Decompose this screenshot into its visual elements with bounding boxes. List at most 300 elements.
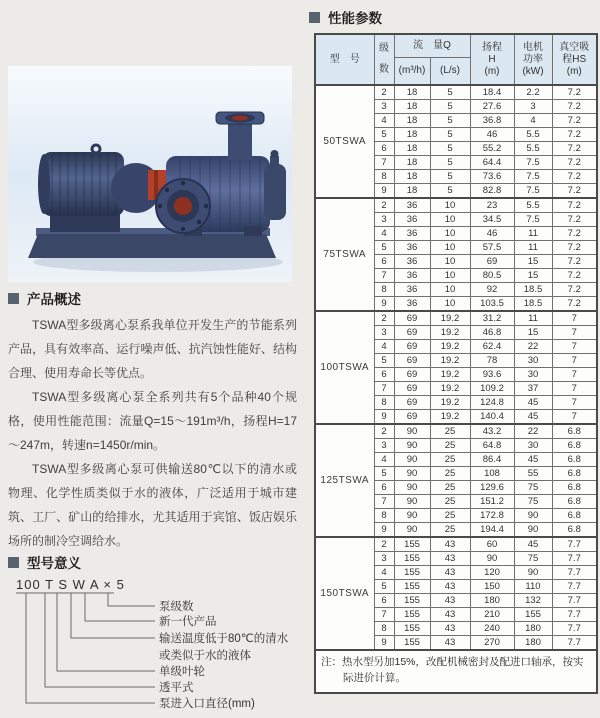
value-cell: 73.6 xyxy=(470,170,514,184)
value-cell: 3 xyxy=(374,100,394,114)
value-cell: 31.2 xyxy=(470,311,514,326)
value-cell: 92 xyxy=(470,283,514,297)
value-cell: 90 xyxy=(394,439,430,453)
value-cell: 90 xyxy=(394,467,430,481)
connector-generation xyxy=(85,593,155,621)
col-head-flow-m3h: (m³/h) xyxy=(394,58,430,86)
value-cell: 5 xyxy=(430,128,470,142)
col-head-model: 型 号 xyxy=(315,34,374,85)
value-cell: 7.2 xyxy=(552,297,597,312)
value-cell: 5 xyxy=(374,128,394,142)
value-cell: 7.2 xyxy=(552,128,597,142)
value-cell: 25 xyxy=(430,509,470,523)
value-cell: 5 xyxy=(430,114,470,128)
overview-paragraph-3: TSWA型多级离心泵可供输送80℃以下的清水或物理、化学性质类似于水的液体，广泛适用于城市建筑、工厂、矿山的给排水，尤其适用于宾馆、饭店娱乐场所的制冷空调给水。 xyxy=(8,462,297,548)
col-head-power-l3: (kW) xyxy=(522,65,544,77)
value-cell: 18 xyxy=(394,156,430,170)
table-row xyxy=(315,198,597,213)
value-cell: 155 xyxy=(394,552,430,566)
value-cell: 69 xyxy=(394,410,430,425)
value-cell: 6.8 xyxy=(552,509,597,523)
value-cell: 7.2 xyxy=(552,241,597,255)
value-cell: 6.8 xyxy=(552,467,597,481)
value-cell: 43.2 xyxy=(470,424,514,439)
overview-heading-label: 产品概述 xyxy=(27,292,81,307)
value-cell: 7.2 xyxy=(552,100,597,114)
value-cell: 18 xyxy=(394,142,430,156)
value-cell: 6 xyxy=(374,142,394,156)
value-cell: 18.5 xyxy=(514,283,552,297)
value-cell: 7.7 xyxy=(552,622,597,636)
label-turbine: 透平式 xyxy=(159,682,194,694)
value-cell: 19.2 xyxy=(430,326,470,340)
value-cell: 18 xyxy=(394,128,430,142)
label-impeller: 单级叶轮 xyxy=(159,666,205,678)
value-cell: 64.4 xyxy=(470,156,514,170)
value-cell: 8 xyxy=(374,622,394,636)
value-cell: 45 xyxy=(514,396,552,410)
value-cell: 155 xyxy=(394,594,430,608)
value-cell: 124.8 xyxy=(470,396,514,410)
value-cell: 45 xyxy=(514,453,552,467)
value-cell: 10 xyxy=(430,297,470,312)
value-cell: 6.8 xyxy=(552,439,597,453)
table-row xyxy=(315,85,597,100)
value-cell: 7.7 xyxy=(552,636,597,651)
value-cell: 4 xyxy=(374,340,394,354)
value-cell: 43 xyxy=(430,594,470,608)
connector-stages xyxy=(108,593,155,606)
value-cell: 4 xyxy=(374,566,394,580)
value-cell: 69 xyxy=(470,255,514,269)
model-code-diagram xyxy=(8,576,300,718)
value-cell: 78 xyxy=(470,354,514,368)
value-cell: 69 xyxy=(394,368,430,382)
value-cell: 36.8 xyxy=(470,114,514,128)
value-cell: 10 xyxy=(430,255,470,269)
label-medium-line1: 输送温度低于80℃的清水 xyxy=(159,633,289,645)
value-cell: 93.6 xyxy=(470,368,514,382)
model-cell: 100TSWA xyxy=(315,311,374,424)
value-cell: 5 xyxy=(430,156,470,170)
value-cell: 7 xyxy=(374,382,394,396)
value-cell: 7 xyxy=(552,354,597,368)
value-cell: 36 xyxy=(394,255,430,269)
value-cell: 7 xyxy=(552,382,597,396)
col-head-power xyxy=(514,34,552,85)
value-cell: 270 xyxy=(470,636,514,651)
value-cell: 7.7 xyxy=(552,537,597,552)
value-cell: 7 xyxy=(374,269,394,283)
value-cell: 5 xyxy=(430,85,470,100)
connector-turbine xyxy=(45,593,155,687)
square-bullet-icon xyxy=(8,293,19,304)
value-cell: 30 xyxy=(514,368,552,382)
value-cell: 11 xyxy=(514,241,552,255)
value-cell: 45 xyxy=(514,410,552,425)
pump-inlet-flange xyxy=(156,179,210,233)
value-cell: 155 xyxy=(514,608,552,622)
value-cell: 5.5 xyxy=(514,128,552,142)
value-cell: 8 xyxy=(374,509,394,523)
value-cell: 7.2 xyxy=(552,283,597,297)
value-cell: 30 xyxy=(514,354,552,368)
value-cell: 7.7 xyxy=(552,608,597,622)
section-model-meaning xyxy=(8,552,300,718)
value-cell: 9 xyxy=(374,297,394,312)
square-bullet-icon xyxy=(309,12,320,23)
table-row xyxy=(315,311,597,326)
value-cell: 9 xyxy=(374,523,394,538)
value-cell: 4 xyxy=(374,453,394,467)
value-cell: 19.2 xyxy=(430,410,470,425)
value-cell: 15 xyxy=(514,269,552,283)
value-cell: 75 xyxy=(514,481,552,495)
value-cell: 69 xyxy=(394,354,430,368)
value-cell: 11 xyxy=(514,227,552,241)
value-cell: 172.8 xyxy=(470,509,514,523)
value-cell: 4 xyxy=(374,114,394,128)
value-cell: 155 xyxy=(394,608,430,622)
value-cell: 86.4 xyxy=(470,453,514,467)
value-cell: 120 xyxy=(470,566,514,580)
value-cell: 6 xyxy=(374,481,394,495)
value-cell: 3 xyxy=(374,439,394,453)
value-cell: 180 xyxy=(470,594,514,608)
value-cell: 6 xyxy=(374,368,394,382)
value-cell: 43 xyxy=(430,608,470,622)
value-cell: 5.5 xyxy=(514,198,552,213)
value-cell: 7 xyxy=(374,156,394,170)
value-cell: 36 xyxy=(394,241,430,255)
col-head-power-l2: 功率 xyxy=(523,53,543,65)
value-cell: 19.2 xyxy=(430,340,470,354)
value-cell: 90 xyxy=(394,523,430,538)
value-cell: 7.7 xyxy=(552,566,597,580)
overview-paragraph-2: TSWA型多级离心泵全系列共有5个品种40个规格，使用性能范围：流量Q=15～191m³/h，扬程H=17～247m，转速n=1450r/min。 xyxy=(8,390,297,452)
value-cell: 36 xyxy=(394,269,430,283)
value-cell: 45 xyxy=(514,537,552,552)
value-cell: 25 xyxy=(430,467,470,481)
value-cell: 18.4 xyxy=(470,85,514,100)
value-cell: 69 xyxy=(394,311,430,326)
value-cell: 90 xyxy=(514,566,552,580)
value-cell: 155 xyxy=(394,636,430,651)
value-cell: 132 xyxy=(514,594,552,608)
value-cell: 30 xyxy=(514,439,552,453)
col-head-flow-ls: (L/s) xyxy=(430,58,470,86)
performance-heading-label: 性能参数 xyxy=(328,11,382,26)
value-cell: 2 xyxy=(374,198,394,213)
value-cell: 9 xyxy=(374,184,394,199)
col-head-head-l1: 扬程 xyxy=(482,41,502,53)
model-code: 100 T S W A × 5 xyxy=(16,577,125,592)
value-cell: 140.4 xyxy=(470,410,514,425)
value-cell: 7.5 xyxy=(514,156,552,170)
value-cell: 8 xyxy=(374,170,394,184)
value-cell: 43 xyxy=(430,537,470,552)
value-cell: 90 xyxy=(514,523,552,538)
value-cell: 7.2 xyxy=(552,114,597,128)
value-cell: 90 xyxy=(514,509,552,523)
value-cell: 43 xyxy=(430,552,470,566)
value-cell: 69 xyxy=(394,382,430,396)
product-photo xyxy=(8,66,292,282)
value-cell: 25 xyxy=(430,481,470,495)
value-cell: 2.2 xyxy=(514,85,552,100)
value-cell: 194.4 xyxy=(470,523,514,538)
note-row xyxy=(315,650,597,693)
value-cell: 7.2 xyxy=(552,227,597,241)
value-cell: 25 xyxy=(430,523,470,538)
performance-table-body xyxy=(315,85,597,650)
label-inlet: 泵进入口直径(mm) xyxy=(159,698,255,710)
value-cell: 7 xyxy=(552,368,597,382)
value-cell: 3 xyxy=(374,552,394,566)
label-medium-line2: 或类似于水的液体 xyxy=(159,650,251,662)
value-cell: 64.8 xyxy=(470,439,514,453)
note-cell xyxy=(315,650,597,693)
value-cell: 7.7 xyxy=(552,594,597,608)
value-cell: 7.2 xyxy=(552,213,597,227)
value-cell: 5.5 xyxy=(514,142,552,156)
table-row xyxy=(315,537,597,552)
value-cell: 36 xyxy=(394,297,430,312)
overview-heading xyxy=(8,288,297,308)
value-cell: 15 xyxy=(514,255,552,269)
value-cell: 7.2 xyxy=(552,142,597,156)
performance-heading xyxy=(309,7,382,27)
value-cell: 150 xyxy=(470,580,514,594)
col-head-suction xyxy=(552,34,597,85)
value-cell: 22 xyxy=(514,424,552,439)
value-cell: 6.8 xyxy=(552,424,597,439)
value-cell: 55.2 xyxy=(470,142,514,156)
value-cell: 6 xyxy=(374,255,394,269)
value-cell: 55 xyxy=(514,467,552,481)
col-head-suction-l2: 程HS xyxy=(562,53,587,65)
value-cell: 10 xyxy=(430,227,470,241)
value-cell: 103.5 xyxy=(470,297,514,312)
value-cell: 180 xyxy=(514,622,552,636)
value-cell: 110 xyxy=(514,580,552,594)
value-cell: 18 xyxy=(394,85,430,100)
value-cell: 46.8 xyxy=(470,326,514,340)
overview-paragraph-1: TSWA型多级离心泵系我单位开发生产的节能系列产品，具有效率高、运行噪声低、抗汽蚀性能好、结构合理、使用寿命长等优点。 xyxy=(8,318,297,380)
value-cell: 10 xyxy=(430,283,470,297)
value-cell: 15 xyxy=(514,326,552,340)
value-cell: 7.5 xyxy=(514,184,552,199)
value-cell: 90 xyxy=(394,495,430,509)
value-cell: 82.8 xyxy=(470,184,514,199)
value-cell: 25 xyxy=(430,439,470,453)
value-cell: 155 xyxy=(394,566,430,580)
value-cell: 155 xyxy=(394,537,430,552)
value-cell: 43 xyxy=(430,566,470,580)
col-head-stages-bottom: 数 xyxy=(379,63,389,75)
value-cell: 7.5 xyxy=(514,170,552,184)
value-cell: 151.2 xyxy=(470,495,514,509)
value-cell: 90 xyxy=(394,509,430,523)
pump-baseplate xyxy=(28,228,276,258)
col-head-suction-l1: 真空吸 xyxy=(559,41,590,53)
value-cell: 18 xyxy=(394,100,430,114)
value-cell: 46 xyxy=(470,227,514,241)
value-cell: 7.2 xyxy=(552,156,597,170)
table-note: 注：热水型另加15%，改配机械密封及配进口轴承，按实际进价计算。 xyxy=(321,656,584,684)
value-cell: 109.2 xyxy=(470,382,514,396)
square-bullet-icon xyxy=(8,557,19,568)
value-cell: 46 xyxy=(470,128,514,142)
value-cell: 7 xyxy=(374,608,394,622)
pump-illustration xyxy=(8,66,292,282)
value-cell: 11 xyxy=(514,311,552,326)
value-cell: 5 xyxy=(430,170,470,184)
value-cell: 7.2 xyxy=(552,198,597,213)
value-cell: 75 xyxy=(514,495,552,509)
value-cell: 43 xyxy=(430,580,470,594)
value-cell: 5 xyxy=(374,241,394,255)
value-cell: 7.2 xyxy=(552,184,597,199)
col-head-stages xyxy=(374,34,394,85)
value-cell: 19.2 xyxy=(430,368,470,382)
value-cell: 19.2 xyxy=(430,311,470,326)
value-cell: 7.2 xyxy=(552,85,597,100)
value-cell: 37 xyxy=(514,382,552,396)
value-cell: 69 xyxy=(394,340,430,354)
model-cell: 150TSWA xyxy=(315,537,374,650)
value-cell: 7 xyxy=(552,396,597,410)
value-cell: 5 xyxy=(430,184,470,199)
value-cell: 8 xyxy=(374,283,394,297)
value-cell: 7 xyxy=(552,311,597,326)
model-cell: 75TSWA xyxy=(315,198,374,311)
value-cell: 129.6 xyxy=(470,481,514,495)
value-cell: 10 xyxy=(430,241,470,255)
value-cell: 9 xyxy=(374,410,394,425)
value-cell: 7 xyxy=(374,495,394,509)
value-cell: 6.8 xyxy=(552,481,597,495)
value-cell: 2 xyxy=(374,85,394,100)
value-cell: 43 xyxy=(430,622,470,636)
col-head-head-l3: (m) xyxy=(484,65,500,77)
value-cell: 7 xyxy=(552,410,597,425)
model-cell: 125TSWA xyxy=(315,424,374,537)
value-cell: 23 xyxy=(470,198,514,213)
value-cell: 19.2 xyxy=(430,396,470,410)
value-cell: 2 xyxy=(374,424,394,439)
value-cell: 5 xyxy=(430,100,470,114)
value-cell: 180 xyxy=(514,636,552,651)
value-cell: 18 xyxy=(394,114,430,128)
value-cell: 210 xyxy=(470,608,514,622)
value-cell: 10 xyxy=(430,213,470,227)
value-cell: 18 xyxy=(394,170,430,184)
value-cell: 90 xyxy=(394,481,430,495)
value-cell: 155 xyxy=(394,622,430,636)
performance-table xyxy=(314,33,598,694)
value-cell: 3 xyxy=(374,326,394,340)
label-stages: 泵级数 xyxy=(159,601,194,613)
value-cell: 5 xyxy=(430,142,470,156)
value-cell: 80.5 xyxy=(470,269,514,283)
value-cell: 69 xyxy=(394,326,430,340)
value-cell: 6.8 xyxy=(552,453,597,467)
table-row xyxy=(315,424,597,439)
value-cell: 90 xyxy=(394,453,430,467)
value-cell: 6.8 xyxy=(552,523,597,538)
value-cell: 2 xyxy=(374,537,394,552)
value-cell: 108 xyxy=(470,467,514,481)
value-cell: 36 xyxy=(394,213,430,227)
col-head-power-l1: 电机 xyxy=(523,41,543,53)
value-cell: 75 xyxy=(514,552,552,566)
model-meaning-heading xyxy=(8,552,300,572)
value-cell: 62.4 xyxy=(470,340,514,354)
value-cell: 6 xyxy=(374,594,394,608)
value-cell: 7 xyxy=(552,340,597,354)
value-cell: 155 xyxy=(394,580,430,594)
value-cell: 43 xyxy=(430,636,470,651)
value-cell: 7.7 xyxy=(552,580,597,594)
col-head-head xyxy=(470,34,514,85)
label-generation: 新一代产品 xyxy=(159,616,217,628)
value-cell: 69 xyxy=(394,396,430,410)
value-cell: 60 xyxy=(470,537,514,552)
value-cell: 18 xyxy=(394,184,430,199)
value-cell: 7.2 xyxy=(552,269,597,283)
value-cell: 90 xyxy=(470,552,514,566)
value-cell: 25 xyxy=(430,453,470,467)
connector-impeller xyxy=(57,593,155,671)
connector-medium xyxy=(71,593,155,638)
value-cell: 8 xyxy=(374,396,394,410)
value-cell: 5 xyxy=(374,467,394,481)
value-cell: 22 xyxy=(514,340,552,354)
model-meaning-heading-label: 型号意义 xyxy=(27,556,81,571)
value-cell: 7.5 xyxy=(514,213,552,227)
value-cell: 36 xyxy=(394,227,430,241)
value-cell: 36 xyxy=(394,198,430,213)
value-cell: 7.2 xyxy=(552,255,597,269)
value-cell: 5 xyxy=(374,354,394,368)
value-cell: 5 xyxy=(374,580,394,594)
value-cell: 36 xyxy=(394,283,430,297)
value-cell: 57.5 xyxy=(470,241,514,255)
value-cell: 34.5 xyxy=(470,213,514,227)
value-cell: 25 xyxy=(430,495,470,509)
value-cell: 19.2 xyxy=(430,382,470,396)
value-cell: 6.8 xyxy=(552,495,597,509)
col-head-head-l2: H xyxy=(488,53,496,65)
value-cell: 7.2 xyxy=(552,170,597,184)
value-cell: 90 xyxy=(394,424,430,439)
value-cell: 18.5 xyxy=(514,297,552,312)
value-cell: 10 xyxy=(430,269,470,283)
value-cell: 240 xyxy=(470,622,514,636)
value-cell: 27.6 xyxy=(470,100,514,114)
col-head-suction-l3: (m) xyxy=(566,65,582,77)
value-cell: 25 xyxy=(430,424,470,439)
value-cell: 4 xyxy=(514,114,552,128)
section-product-overview xyxy=(8,288,297,553)
value-cell: 19.2 xyxy=(430,354,470,368)
header-row-1 xyxy=(315,34,597,58)
col-head-flow: 流 量Q xyxy=(394,34,470,58)
col-head-stages-top: 级 xyxy=(379,43,389,55)
value-cell: 2 xyxy=(374,311,394,326)
value-cell: 10 xyxy=(430,198,470,213)
